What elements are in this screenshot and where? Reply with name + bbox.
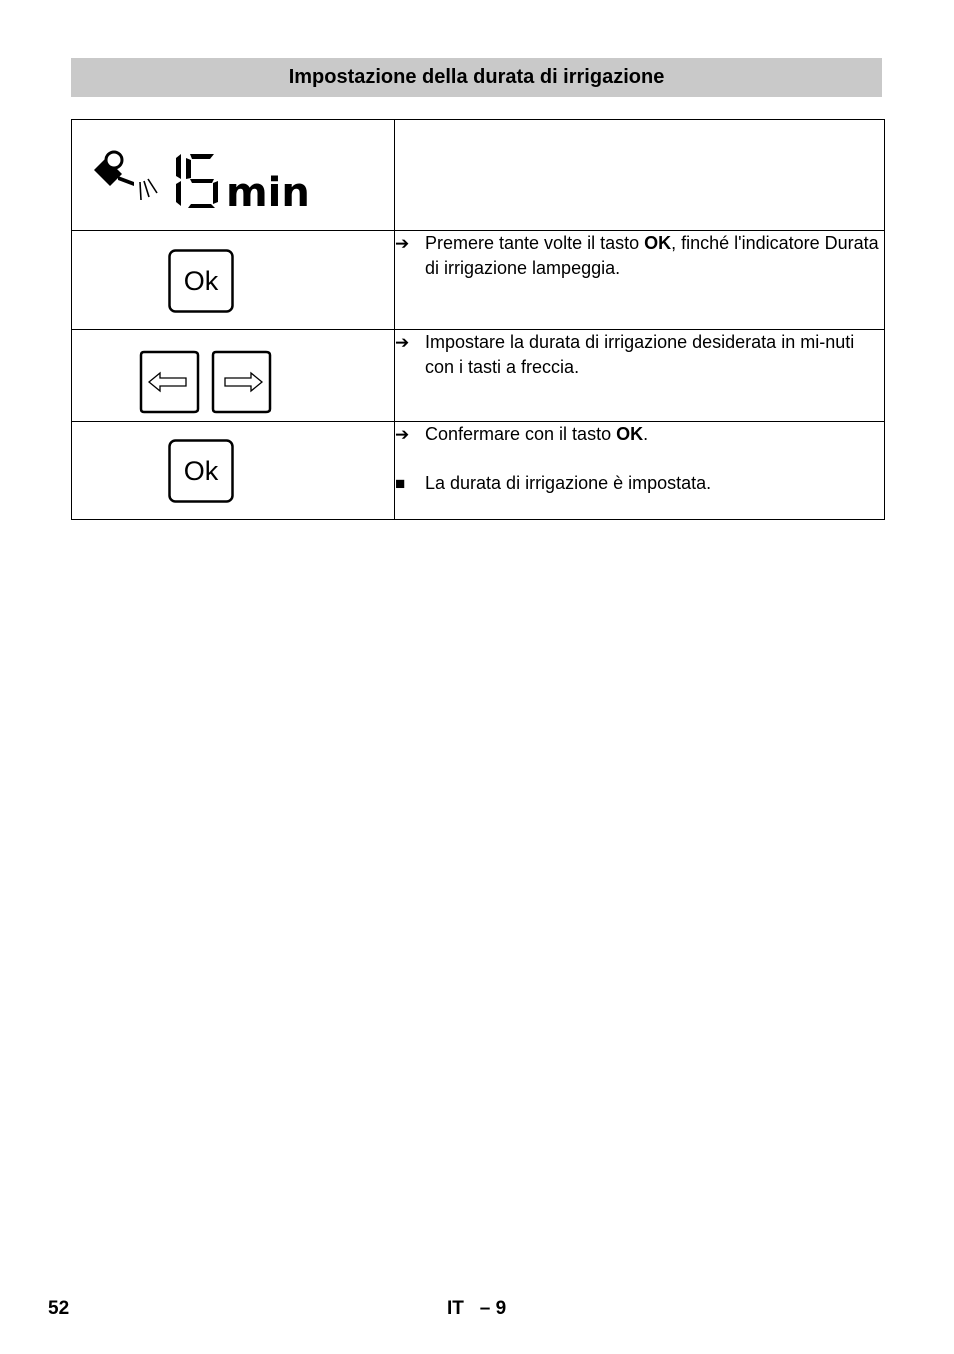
arrow-bullet-icon: ➔ — [395, 333, 410, 352]
display-cell — [72, 120, 395, 231]
key-label: Ok — [183, 266, 219, 296]
ok-key-icon — [168, 439, 236, 503]
instruction-item: ➔ Premere tante volte il tasto OK, finché l'indicatore Durata di irrigazione lampeggia. — [395, 233, 879, 278]
seven-segment-display — [170, 152, 320, 212]
step-row — [72, 231, 885, 330]
display-unit: min — [226, 170, 310, 212]
instruction-item: ➔ Confermare con il tasto OK. — [395, 422, 884, 447]
key-label: Ok — [183, 456, 219, 486]
step-row — [72, 422, 885, 520]
instruction-table — [71, 119, 885, 520]
watering-can-icon — [92, 146, 164, 206]
instruction-item: ➔ Impostare la durata di irrigazione desiderata in mi-nuti con i tasti a freccia. — [395, 332, 855, 377]
key-name: OK — [616, 424, 644, 444]
step-row — [72, 330, 885, 422]
page-number: 52 — [48, 1298, 70, 1319]
ok-key-icon — [168, 249, 236, 313]
result-item: ■ La durata di irrigazione è impostata. — [395, 471, 884, 496]
key-name: OK — [644, 233, 672, 253]
arrow-bullet-icon: ➔ — [395, 425, 410, 444]
display-row — [72, 120, 885, 231]
section-title: Impostazione della durata di irrigazione — [71, 58, 882, 97]
arrow-keys-icon — [136, 350, 276, 416]
language-page-label: IT – 9 — [447, 1298, 507, 1319]
arrow-bullet-icon: ➔ — [395, 234, 410, 253]
square-bullet-icon: ■ — [395, 474, 406, 493]
